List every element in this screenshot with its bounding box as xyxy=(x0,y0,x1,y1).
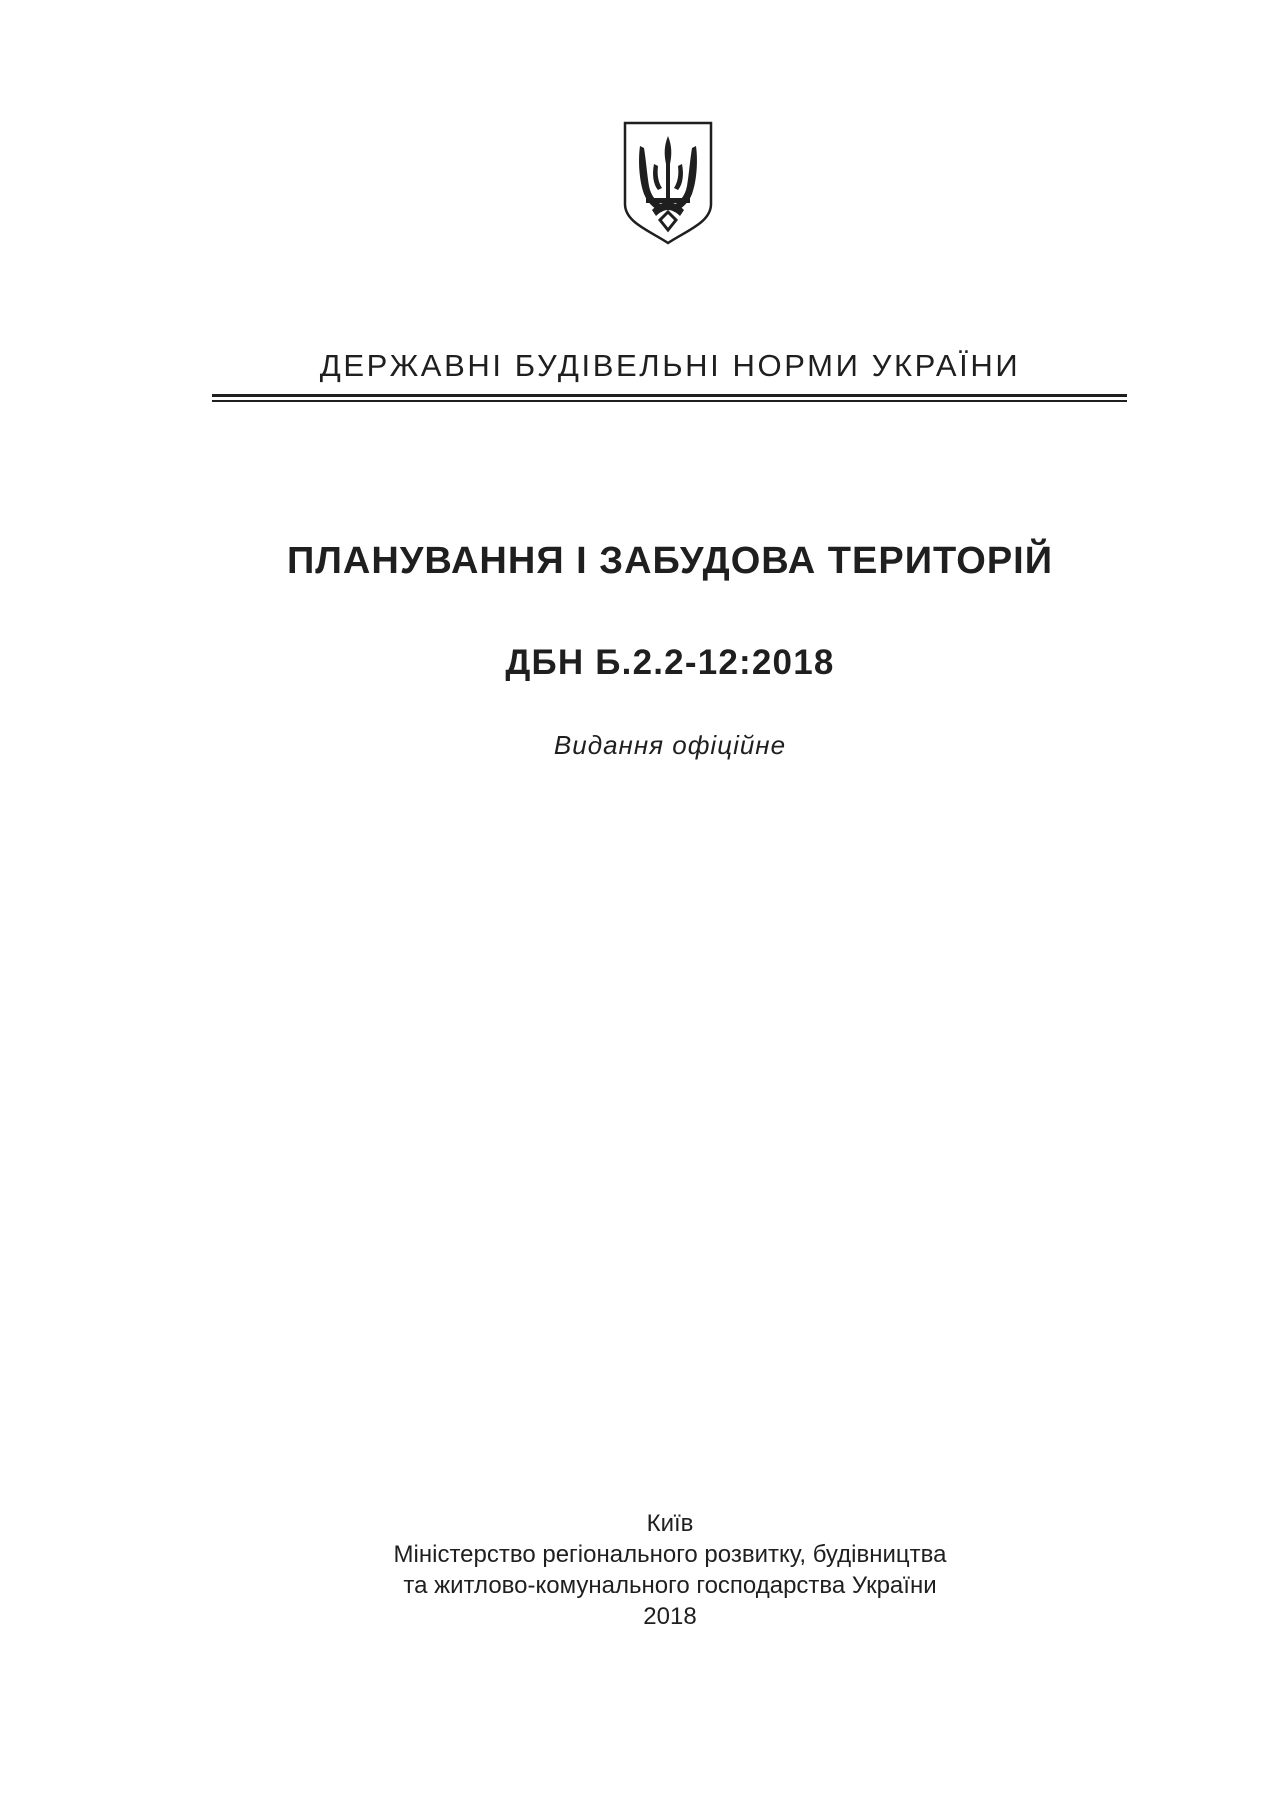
imprint-city: Київ xyxy=(646,1510,694,1537)
imprint-year: 2018 xyxy=(643,1603,697,1630)
double-rule-divider xyxy=(212,394,1127,402)
document-code: ДБН Б.2.2-12:2018 xyxy=(505,643,835,682)
rule-thick-line xyxy=(212,394,1127,397)
series-title: ДЕРЖАВНІ БУДІВЕЛЬНІ НОРМИ УКРАЇНИ xyxy=(319,348,1021,383)
imprint-block xyxy=(0,1508,1280,1632)
rule-thin-line xyxy=(212,400,1127,402)
edition-note: Видання офіційне xyxy=(553,730,787,760)
imprint-publisher-line-1: Міністерство регіонального розвитку, будівництва xyxy=(393,1541,947,1568)
document-title: ПЛАНУВАННЯ І ЗАБУДОВА ТЕРИТОРІЙ xyxy=(286,540,1054,582)
imprint-publisher-line-2: та житлово-комунального господарства України xyxy=(403,1572,937,1599)
trident-emblem-icon xyxy=(622,120,714,246)
